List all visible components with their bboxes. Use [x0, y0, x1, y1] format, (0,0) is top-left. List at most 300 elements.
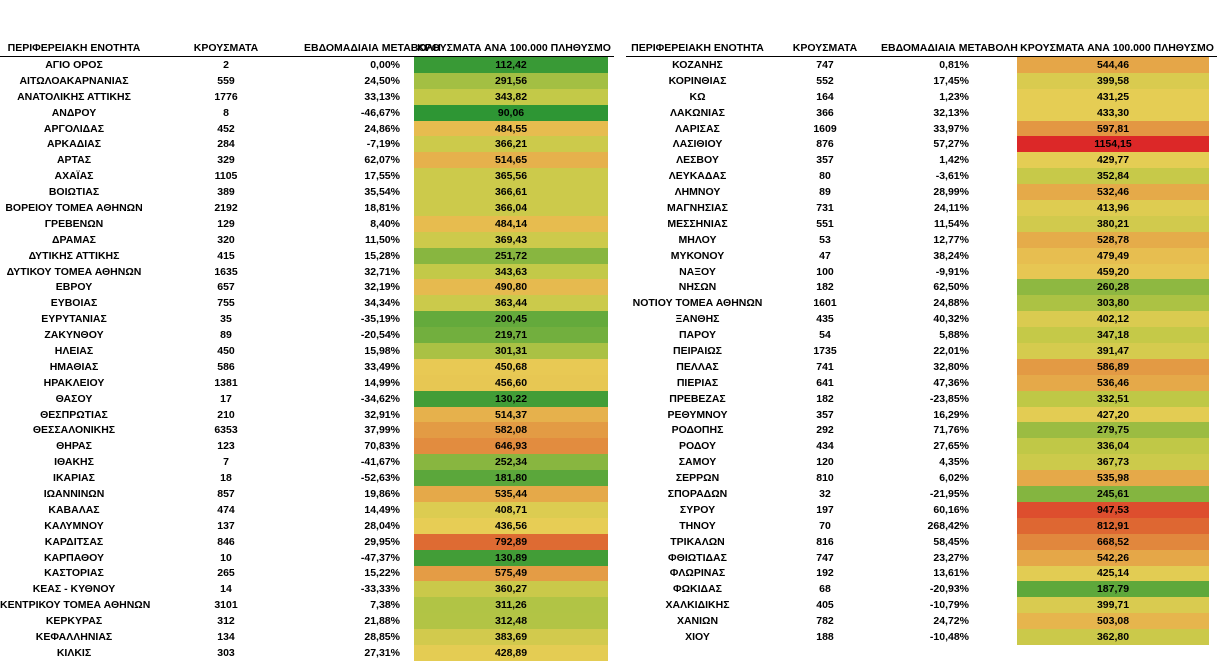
cases-cell: 357: [816, 154, 834, 167]
weekly-change-cell: 35,54%: [364, 186, 400, 199]
cases-cell: 89: [819, 186, 831, 199]
cases-per-100k-cell: 312,48: [414, 613, 608, 629]
region-name-cell: ΒΟΡΕΙΟΥ ΤΟΜΕΑ ΑΘΗΝΩΝ: [5, 201, 143, 214]
table-row: [0, 645, 614, 661]
cases-cell: 810: [816, 472, 834, 485]
cases-per-100k-cell: 514,37: [414, 407, 608, 423]
right-table-body: [626, 57, 1217, 645]
region-name-cell: ΣΕΡΡΩΝ: [675, 472, 720, 485]
region-name-cell: ΘΕΣΣΑΛΟΝΙΚΗΣ: [32, 424, 116, 437]
cases-cell: 182: [816, 392, 834, 405]
weekly-change-cell: -35,19%: [360, 313, 400, 326]
table-row: [0, 264, 614, 280]
weekly-change-cell: 23,27%: [933, 551, 969, 564]
table-row: [626, 73, 1217, 89]
cases-cell: 329: [217, 154, 235, 167]
weekly-change-cell: -3,61%: [935, 170, 969, 183]
cases-per-100k-cell: 291,56: [414, 73, 608, 89]
cases-per-100k-cell: 112,42: [414, 57, 608, 73]
table-row: [626, 248, 1217, 264]
weekly-change-cell: 17,55%: [364, 170, 400, 183]
table-row: [626, 264, 1217, 280]
cases-cell: 292: [816, 424, 834, 437]
weekly-change-cell: 5,88%: [939, 329, 969, 342]
cases-per-100k-cell: 535,98: [1017, 470, 1209, 486]
cases-per-100k-cell: 301,31: [414, 343, 608, 359]
region-name-cell: ΦΘΙΩΤΙΔΑΣ: [668, 551, 727, 564]
table-row: [626, 327, 1217, 343]
region-name-cell: ΘΗΡΑΣ: [56, 440, 92, 453]
cases-per-100k-cell: 399,58: [1017, 73, 1209, 89]
cases-cell: 366: [816, 106, 834, 119]
region-name-cell: ΠΑΡΟΥ: [678, 329, 717, 342]
region-name-cell: ΡΕΘΥΜΝΟΥ: [667, 408, 728, 421]
cases-per-100k-cell: 431,25: [1017, 89, 1209, 105]
cases-cell: 452: [217, 122, 235, 135]
weekly-change-cell: 15,22%: [364, 567, 400, 580]
region-name-cell: ΔΥΤΙΚΟΥ ΤΟΜΕΑ ΑΘΗΝΩΝ: [6, 265, 142, 278]
table-row: [626, 518, 1217, 534]
header-cases-per-100k: ΚΡΟΥΣΜΑΤΑ ΑΝΑ 100.000 ΠΛΗΘΥΣΜΟ: [1020, 42, 1214, 54]
region-name-cell: ΑΝΔΡΟΥ: [51, 106, 97, 119]
weekly-change-cell: 1,23%: [939, 90, 969, 103]
table-row: [626, 375, 1217, 391]
table-row: [0, 597, 614, 613]
cases-per-100k-cell: 536,46: [1017, 375, 1209, 391]
table-row: [626, 470, 1217, 486]
table-row: [0, 248, 614, 264]
cases-cell: 68: [819, 583, 831, 596]
weekly-change-cell: 71,76%: [933, 424, 969, 437]
region-name-cell: ΣΥΡΟΥ: [679, 503, 716, 516]
cases-per-100k-cell: 187,79: [1017, 581, 1209, 597]
region-name-cell: ΜΕΣΣΗΝΙΑΣ: [667, 217, 728, 230]
cases-per-100k-cell: 130,89: [414, 550, 608, 566]
table-row: [626, 438, 1217, 454]
weekly-change-cell: 6,02%: [939, 472, 969, 485]
region-name-cell: ΠΕΛΛΑΣ: [676, 360, 719, 373]
table-row: [0, 184, 614, 200]
region-name-cell: ΓΡΕΒΕΝΩΝ: [44, 217, 104, 230]
cases-cell: 120: [816, 456, 834, 469]
weekly-change-cell: 70,83%: [364, 440, 400, 453]
cases-per-100k-cell: 429,77: [1017, 152, 1209, 168]
cases-cell: 53: [819, 233, 831, 246]
table-row: [626, 407, 1217, 423]
region-name-cell: ΙΚΑΡΙΑΣ: [53, 472, 95, 485]
cases-per-100k-cell: 597,81: [1017, 121, 1209, 137]
cases-cell: 552: [816, 74, 834, 87]
region-name-cell: ΝΑΞΟΥ: [679, 265, 716, 278]
region-name-cell: ΘΑΣΟΥ: [55, 392, 93, 405]
table-row: [626, 89, 1217, 105]
weekly-change-cell: 34,34%: [364, 297, 400, 310]
region-name-cell: ΑΡΤΑΣ: [56, 154, 92, 167]
cases-per-100k-cell: 544,46: [1017, 57, 1209, 73]
cases-cell: 846: [217, 535, 235, 548]
weekly-change-cell: -47,37%: [360, 551, 400, 564]
region-name-cell: ΘΕΣΠΡΩΤΙΑΣ: [40, 408, 108, 421]
table-row: [0, 311, 614, 327]
cases-cell: 755: [217, 297, 235, 310]
region-name-cell: ΛΗΜΝΟΥ: [674, 186, 721, 199]
region-name-cell: ΚΑΣΤΟΡΙΑΣ: [44, 567, 104, 580]
cases-cell: 551: [816, 217, 834, 230]
table-row: [626, 152, 1217, 168]
table-row: [0, 438, 614, 454]
table-row: [626, 581, 1217, 597]
table-row: [0, 518, 614, 534]
cases-per-100k-cell: 360,27: [414, 581, 608, 597]
cases-per-100k-cell: 367,73: [1017, 454, 1209, 470]
cases-per-100k-cell: 408,71: [414, 502, 608, 518]
weekly-change-cell: -20,93%: [929, 583, 969, 596]
weekly-change-cell: 40,32%: [933, 313, 969, 326]
region-name-cell: ΚΑΒΑΛΑΣ: [48, 503, 100, 516]
region-name-cell: ΜΥΚΟΝΟΥ: [670, 249, 725, 262]
cases-per-100k-cell: 646,93: [414, 438, 608, 454]
region-name-cell: ΑΡΚΑΔΙΑΣ: [46, 138, 102, 151]
table-row: [626, 105, 1217, 121]
weekly-change-cell: -23,85%: [929, 392, 969, 405]
cases-per-100k-cell: 402,12: [1017, 311, 1209, 327]
cases-per-100k-cell: 532,46: [1017, 184, 1209, 200]
table-row: [0, 422, 614, 438]
table-row: [0, 105, 614, 121]
region-name-cell: ΑΡΓΟΛΙΔΑΣ: [43, 122, 105, 135]
region-name-cell: ΦΩΚΙΔΑΣ: [673, 583, 722, 596]
region-name-cell: ΜΗΛΟΥ: [678, 233, 717, 246]
cases-cell: 100: [816, 265, 834, 278]
cases-cell: 731: [816, 201, 834, 214]
cases-per-100k-cell: 586,89: [1017, 359, 1209, 375]
table-row: [0, 295, 614, 311]
weekly-change-cell: 1,42%: [939, 154, 969, 167]
cases-cell: 303: [217, 646, 235, 659]
header-region: ΠΕΡΙΦΕΡΕΙΑΚΗ ΕΝΟΤΗΤΑ: [7, 42, 141, 54]
table-row: [626, 550, 1217, 566]
table-row: [626, 391, 1217, 407]
region-name-cell: ΙΘΑΚΗΣ: [54, 456, 94, 469]
weekly-change-cell: 16,29%: [933, 408, 969, 421]
table-row: [0, 550, 614, 566]
cases-cell: 70: [819, 519, 831, 532]
cases-per-100k-cell: 260,28: [1017, 279, 1209, 295]
cases-cell: 1609: [813, 122, 837, 135]
cases-cell: 586: [217, 360, 235, 373]
table-row: [0, 279, 614, 295]
region-name-cell: ΑΝΑΤΟΛΙΚΗΣ ΑΤΤΙΚΗΣ: [17, 90, 131, 103]
region-name-cell: ΕΥΡΥΤΑΝΙΑΣ: [41, 313, 107, 326]
weekly-change-cell: 32,80%: [933, 360, 969, 373]
region-name-cell: ΠΡΕΒΕΖΑΣ: [669, 392, 726, 405]
cases-per-100k-cell: 490,80: [414, 279, 608, 295]
cases-cell: 137: [217, 519, 235, 532]
right-header-row: [626, 40, 1217, 57]
weekly-change-cell: 17,45%: [933, 74, 969, 87]
cases-per-100k-cell: 343,82: [414, 89, 608, 105]
region-name-cell: ΚΕΡΚΥΡΑΣ: [45, 615, 103, 628]
weekly-change-cell: 28,04%: [364, 519, 400, 532]
weekly-change-cell: 24,11%: [933, 201, 969, 214]
cases-cell: 10: [220, 551, 232, 564]
cases-cell: 6353: [214, 424, 238, 437]
region-name-cell: ΗΜΑΘΙΑΣ: [49, 360, 99, 373]
cases-cell: 123: [217, 440, 235, 453]
region-name-cell: ΒΟΙΩΤΙΑΣ: [48, 186, 100, 199]
cases-per-100k-cell: 363,44: [414, 295, 608, 311]
table-row: [0, 534, 614, 550]
table-row: [626, 343, 1217, 359]
weekly-change-cell: 33,13%: [364, 90, 400, 103]
cases-per-100k-cell: 427,20: [1017, 407, 1209, 423]
table-row: [626, 295, 1217, 311]
cases-cell: 35: [220, 313, 232, 326]
region-name-cell: ΚΟΡΙΝΘΙΑΣ: [668, 74, 727, 87]
region-name-cell: ΛΕΣΒΟΥ: [676, 154, 719, 167]
region-name-cell: ΦΛΩΡΙΝΑΣ: [669, 567, 726, 580]
weekly-change-cell: 22,01%: [933, 344, 969, 357]
table-row: [626, 613, 1217, 629]
cases-cell: 857: [217, 487, 235, 500]
cases-cell: 265: [217, 567, 235, 580]
cases-per-100k-cell: 311,26: [414, 597, 608, 613]
header-weekly-change: ΕΒΔΟΜΑΔΙΑΙΑ ΜΕΤΑΒΟΛΗ: [304, 42, 441, 54]
weekly-change-cell: 24,86%: [364, 122, 400, 135]
weekly-change-cell: 27,31%: [364, 646, 400, 659]
cases-cell: 741: [816, 360, 834, 373]
cases-cell: 357: [816, 408, 834, 421]
region-name-cell: ΚΑΛΥΜΝΟΥ: [44, 519, 104, 532]
weekly-change-cell: 21,88%: [364, 615, 400, 628]
cases-per-100k-cell: 369,43: [414, 232, 608, 248]
region-name-cell: ΑΙΤΩΛΟΑΚΑΡΝΑΝΙΑΣ: [19, 74, 129, 87]
region-name-cell: ΚΙΛΚΙΣ: [56, 646, 92, 659]
weekly-change-cell: 62,50%: [933, 281, 969, 294]
table-row: [0, 581, 614, 597]
table-row: [0, 216, 614, 232]
left-table: [0, 40, 614, 661]
table-row: [626, 486, 1217, 502]
table-row: [0, 343, 614, 359]
cases-per-100k-cell: 251,72: [414, 248, 608, 264]
cases-cell: 641: [816, 376, 834, 389]
table-row: [626, 311, 1217, 327]
weekly-change-cell: -46,67%: [360, 106, 400, 119]
table-row: [0, 470, 614, 486]
table-row: [0, 327, 614, 343]
cases-cell: 312: [217, 615, 235, 628]
cases-cell: 182: [816, 281, 834, 294]
weekly-change-cell: -10,48%: [929, 631, 969, 643]
cases-per-100k-cell: 503,08: [1017, 613, 1209, 629]
cases-cell: 1776: [214, 90, 238, 103]
region-name-cell: ΠΙΕΡΙΑΣ: [676, 376, 719, 389]
table-row: [0, 89, 614, 105]
cases-cell: 450: [217, 344, 235, 357]
weekly-change-cell: -34,62%: [360, 392, 400, 405]
region-name-cell: ΔΥΤΙΚΗΣ ΑΤΤΙΚΗΣ: [28, 249, 120, 262]
region-name-cell: ΧΑΝΙΩΝ: [676, 615, 719, 628]
cases-cell: 405: [816, 599, 834, 612]
cases-per-100k-cell: 130,22: [414, 391, 608, 407]
cases-per-100k-cell: 456,60: [414, 375, 608, 391]
weekly-change-cell: 33,49%: [364, 360, 400, 373]
weekly-change-cell: 11,54%: [933, 217, 969, 230]
header-cases: ΚΡΟΥΣΜΑΤΑ: [193, 42, 259, 54]
region-name-cell: ΧΑΛΚΙΔΙΚΗΣ: [665, 599, 730, 612]
region-name-cell: ΕΒΡΟΥ: [55, 281, 93, 294]
table-row: [0, 136, 614, 152]
table-row: [626, 534, 1217, 550]
table-row: [0, 407, 614, 423]
table-row: [626, 359, 1217, 375]
cases-cell: 320: [217, 233, 235, 246]
cases-cell: 129: [217, 217, 235, 230]
weekly-change-cell: -52,63%: [360, 472, 400, 485]
cases-cell: 435: [816, 313, 834, 326]
cases-per-100k-cell: 252,34: [414, 454, 608, 470]
region-name-cell: ΣΑΜΟΥ: [678, 456, 717, 469]
cases-per-100k-cell: 366,61: [414, 184, 608, 200]
weekly-change-cell: 24,72%: [933, 615, 969, 628]
region-name-cell: ΣΠΟΡΑΔΩΝ: [667, 487, 728, 500]
table-row: [626, 279, 1217, 295]
region-name-cell: ΛΑΡΙΣΑΣ: [675, 122, 720, 135]
weekly-change-cell: -10,79%: [929, 599, 969, 612]
cases-per-100k-cell: 542,26: [1017, 550, 1209, 566]
table-row: [0, 359, 614, 375]
cases-per-100k-cell: 428,89: [414, 645, 608, 661]
cases-cell: 434: [816, 440, 834, 453]
region-name-cell: ΑΓΙΟ ΟΡΟΣ: [45, 58, 103, 71]
weekly-change-cell: 19,86%: [364, 487, 400, 500]
cases-per-100k-cell: 347,18: [1017, 327, 1209, 343]
weekly-change-cell: 58,45%: [933, 535, 969, 548]
weekly-change-cell: 28,99%: [933, 186, 969, 199]
table-row: [626, 422, 1217, 438]
cases-per-100k-cell: 366,04: [414, 200, 608, 216]
cases-cell: 54: [819, 329, 831, 342]
cases-per-100k-cell: 336,04: [1017, 438, 1209, 454]
table-row: [0, 613, 614, 629]
table-row: [0, 454, 614, 470]
weekly-change-cell: 8,40%: [370, 217, 400, 230]
cases-cell: 134: [217, 631, 235, 643]
table-row: [0, 486, 614, 502]
header-cases: ΚΡΟΥΣΜΑΤΑ: [792, 42, 858, 54]
table-row: [0, 152, 614, 168]
header-weekly-change: ΕΒΔΟΜΑΔΙΑΙΑ ΜΕΤΑΒΟΛΗ: [881, 42, 1018, 54]
cases-cell: 657: [217, 281, 235, 294]
cases-per-100k-cell: 279,75: [1017, 422, 1209, 438]
weekly-change-cell: -9,91%: [935, 265, 969, 278]
cases-cell: 8: [223, 106, 229, 119]
region-name-cell: ΡΟΔΟΥ: [678, 440, 717, 453]
cases-per-100k-cell: 484,55: [414, 121, 608, 137]
cases-cell: 197: [816, 503, 834, 516]
table-row: [0, 200, 614, 216]
region-name-cell: ΚΑΡΠΑΘΟΥ: [43, 551, 105, 564]
cases-cell: 1601: [813, 297, 837, 310]
weekly-change-cell: 24,88%: [933, 297, 969, 310]
cases-per-100k-cell: 947,53: [1017, 502, 1209, 518]
weekly-change-cell: 57,27%: [933, 138, 969, 151]
cases-per-100k-cell: 535,44: [414, 486, 608, 502]
weekly-change-cell: 32,71%: [364, 265, 400, 278]
cases-cell: 559: [217, 74, 235, 87]
region-name-cell: ΝΗΣΩΝ: [678, 281, 717, 294]
weekly-change-cell: -41,67%: [360, 456, 400, 469]
weekly-change-cell: 15,28%: [364, 249, 400, 262]
weekly-change-cell: 60,16%: [933, 503, 969, 516]
region-name-cell: ΜΑΓΝΗΣΙΑΣ: [667, 201, 728, 214]
cases-per-100k-cell: 514,65: [414, 152, 608, 168]
table-row: [626, 57, 1217, 73]
cases-per-100k-cell: 219,71: [414, 327, 608, 343]
weekly-change-cell: 32,13%: [933, 106, 969, 119]
cases-cell: 816: [816, 535, 834, 548]
region-name-cell: ΝΟΤΙΟΥ ΤΟΜΕΑ ΑΘΗΝΩΝ: [632, 297, 763, 310]
region-name-cell: ΠΕΙΡΑΙΩΣ: [673, 344, 722, 357]
weekly-change-cell: 268,42%: [927, 519, 969, 532]
region-name-cell: ΛΑΚΩΝΙΑΣ: [670, 106, 725, 119]
table-row: [0, 57, 614, 73]
table-row: [0, 629, 614, 645]
cases-per-100k-cell: 391,47: [1017, 343, 1209, 359]
weekly-change-cell: -7,19%: [366, 138, 400, 151]
weekly-change-cell: 38,24%: [933, 249, 969, 262]
region-name-cell: ΚΕΑΣ - ΚΥΘΝΟΥ: [32, 583, 116, 596]
weekly-change-cell: 62,07%: [364, 154, 400, 167]
cases-cell: 1635: [214, 265, 238, 278]
region-name-cell: ΗΛΕΙΑΣ: [54, 344, 94, 357]
weekly-change-cell: 4,35%: [939, 456, 969, 469]
weekly-change-cell: -21,95%: [929, 487, 969, 500]
cases-cell: 188: [816, 631, 834, 643]
cases-per-100k-cell: 436,56: [414, 518, 608, 534]
region-name-cell: ΚΕΝΤΡΙΚΟΥ ΤΟΜΕΑ ΑΘΗΝΩΝ: [0, 599, 151, 612]
cases-per-100k-cell: 352,84: [1017, 168, 1209, 184]
table-row: [626, 597, 1217, 613]
region-name-cell: ΚΑΡΔΙΤΣΑΣ: [44, 535, 104, 548]
weekly-change-cell: 29,95%: [364, 535, 400, 548]
cases-per-100k-cell: 459,20: [1017, 264, 1209, 280]
cases-per-100k-cell: 425,14: [1017, 566, 1209, 582]
table-row: [0, 121, 614, 137]
region-name-cell: ΛΕΥΚΑΔΑΣ: [668, 170, 727, 183]
cases-per-100k-cell: 575,49: [414, 566, 608, 582]
weekly-change-cell: 13,61%: [933, 567, 969, 580]
cases-per-100k-cell: 362,80: [1017, 629, 1209, 645]
cases-cell: 747: [816, 551, 834, 564]
region-name-cell: ΛΑΣΙΘΙΟΥ: [672, 138, 723, 151]
table-row: [0, 232, 614, 248]
cases-per-100k-cell: 528,78: [1017, 232, 1209, 248]
table-row: [0, 73, 614, 89]
right-table: [626, 40, 1217, 645]
table-row: [0, 391, 614, 407]
cases-cell: 192: [816, 567, 834, 580]
weekly-change-cell: 18,81%: [364, 201, 400, 214]
weekly-change-cell: 32,91%: [364, 408, 400, 421]
cases-per-100k-cell: 479,49: [1017, 248, 1209, 264]
table-row: [626, 136, 1217, 152]
region-name-cell: ΚΟΖΑΝΗΣ: [672, 58, 723, 71]
region-name-cell: ΑΧΑΪΑΣ: [54, 170, 94, 183]
cases-cell: 32: [819, 487, 831, 500]
cases-per-100k-cell: 433,30: [1017, 105, 1209, 121]
